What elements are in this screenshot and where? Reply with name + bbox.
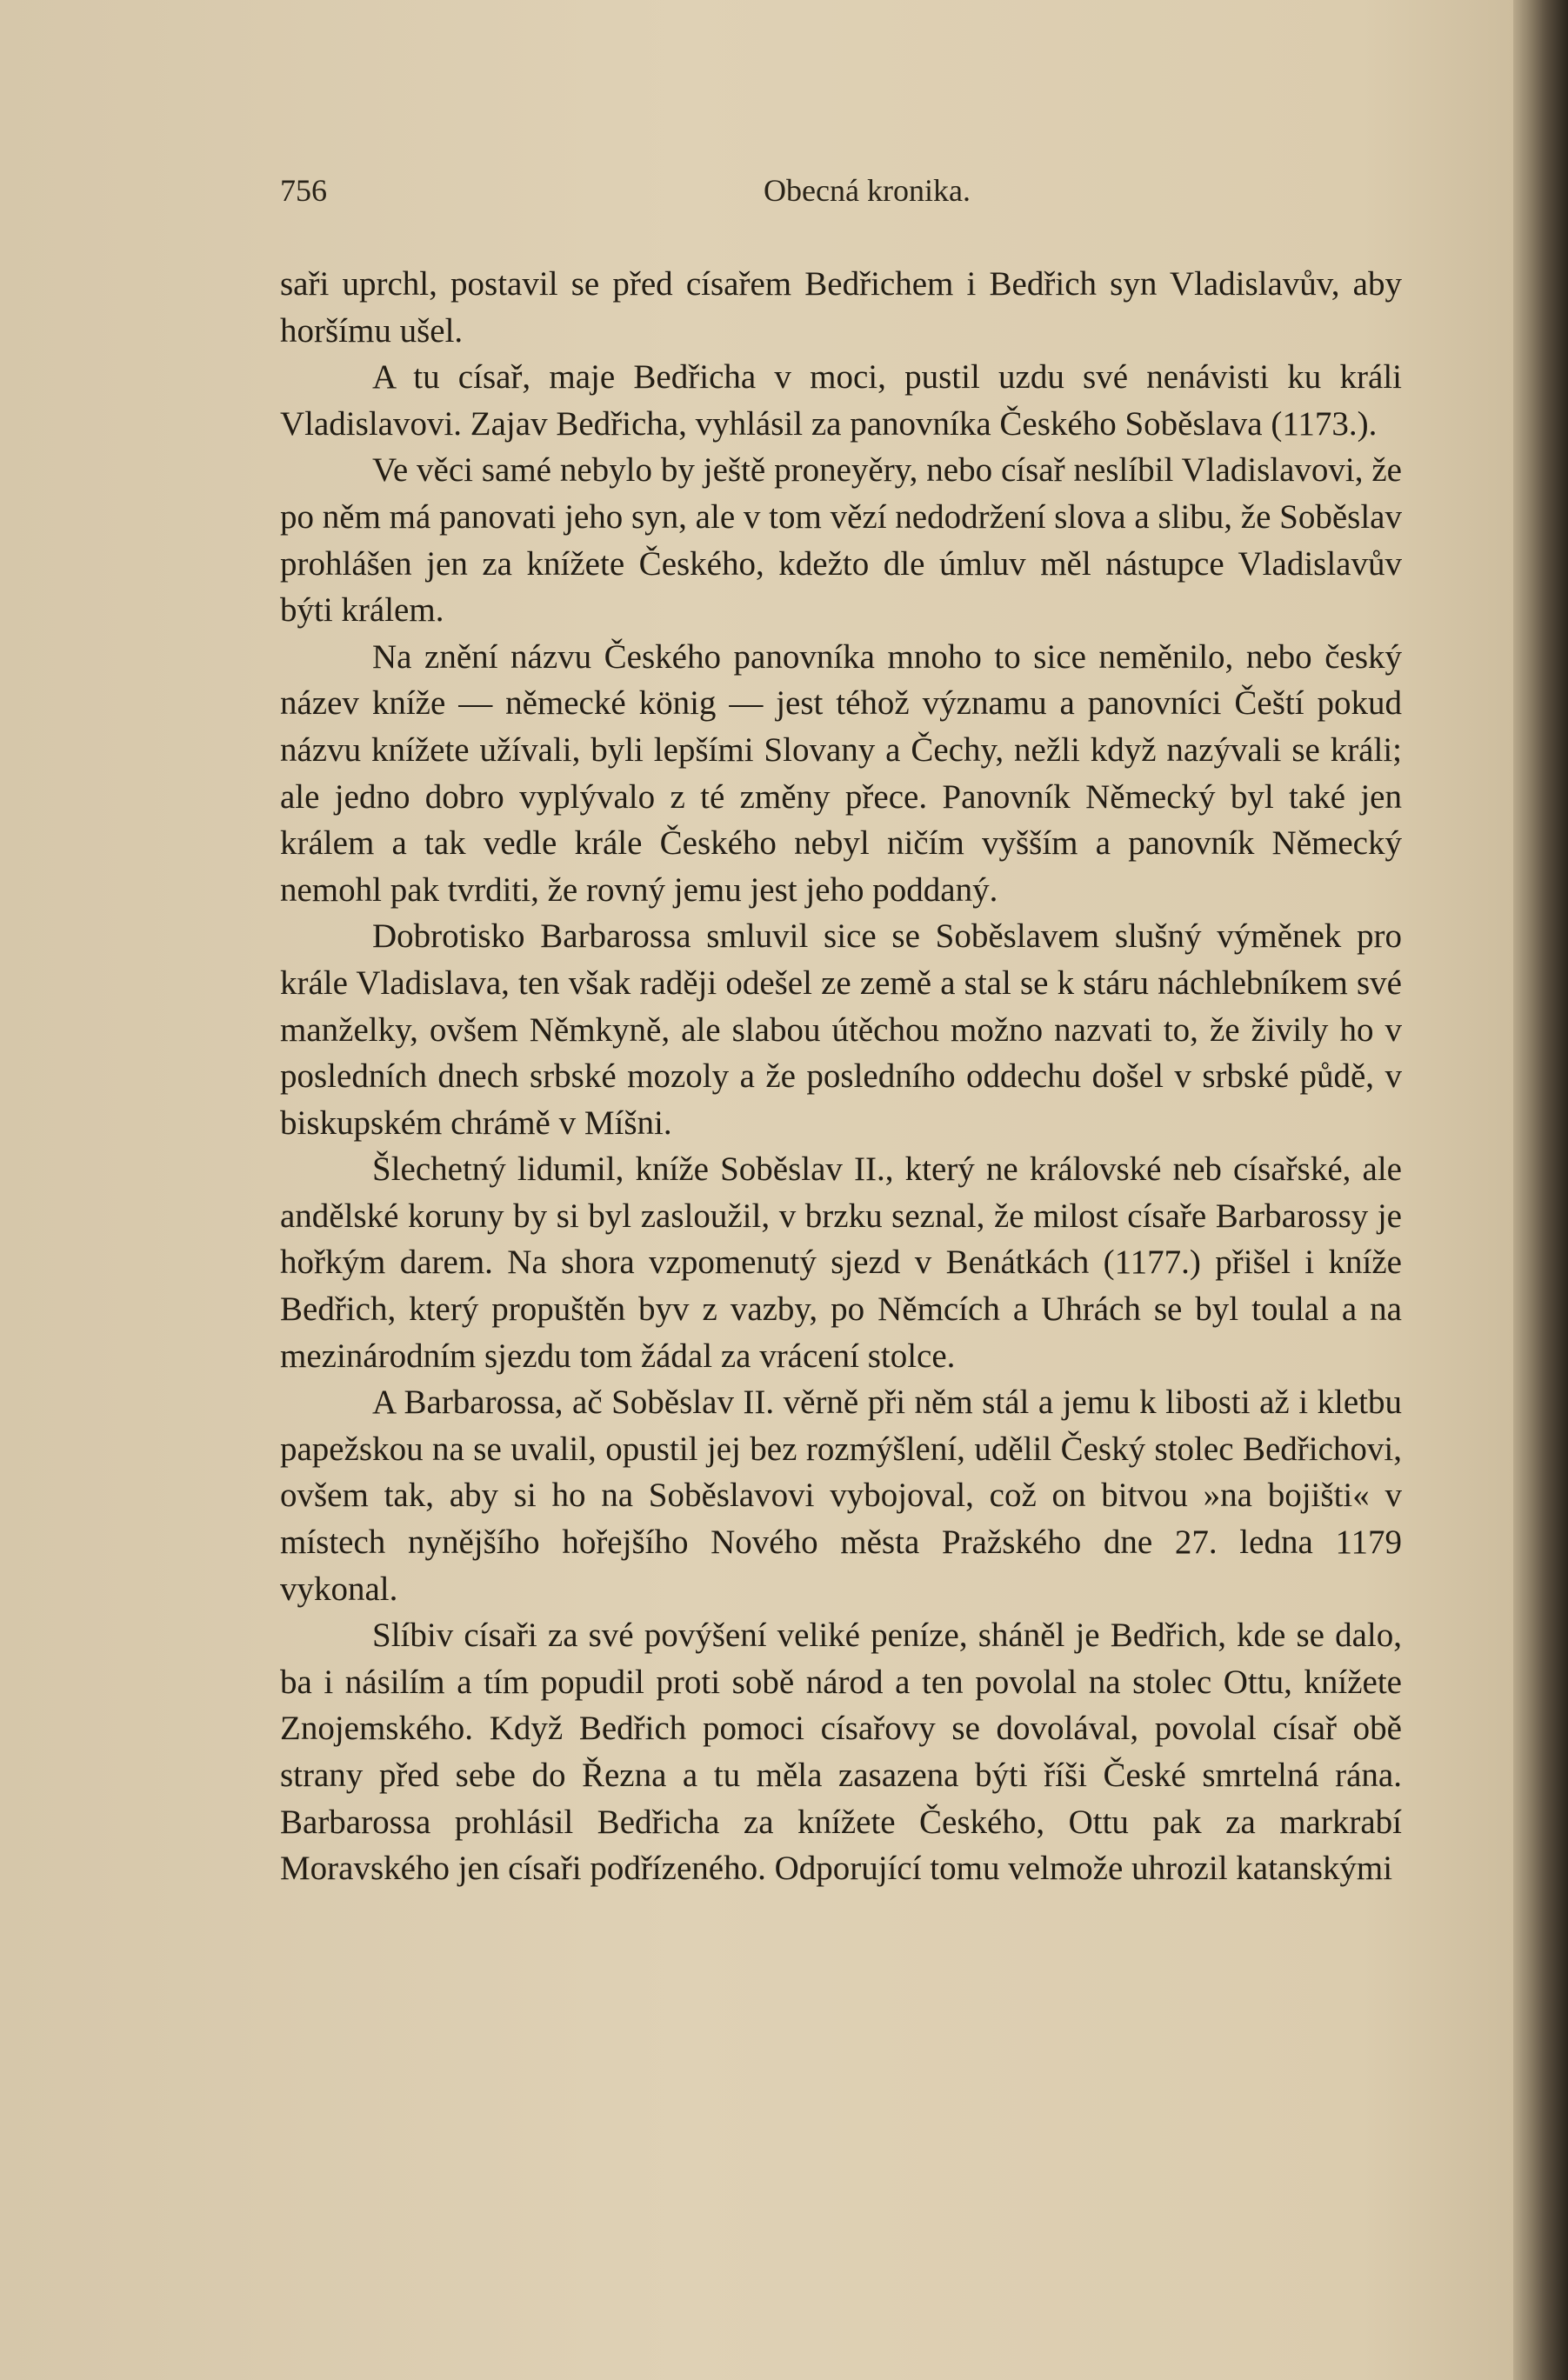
body-text <box>280 261 1402 1892</box>
paragraph: Slíbiv císaři za své povýšení veliké peníze, sháněl je Bedřich, kde se dalo, ba i násilím a tím popudil proti sobě národ a ten povolal na stolec Ottu, knížete Znojemského. Když Bedřich pomoci císařovy se dovolával, povolal císař obě strany před sebe do Řezna a tu měla zasazena býti říši České smrtelná rána. Barbarossa prohlásil Bedřicha za knížete Českého, Ottu pak za markrabí Moravského jen císaři podřízeného. Odporující tomu velmože uhrozil katanskými <box>280 1617 1402 1888</box>
paragraph: Šlechetný lidumil, kníže Soběslav II., který ne královské neb císařské, ale andělské koruny by si byl zasloužil, v brzku seznal, že milost císaře Barbarossy je hořkým darem. Na shora vzpomenutý sjezd v Benátkách (1177.) přišel i kníže Bedřich, který propuštěn byv z vazby, po Němcích a Uhrách se byl toulal a na mezinárodním sjezdu tom žádal za vrácení stolce. <box>280 1150 1402 1375</box>
page-number: 756 <box>280 173 327 208</box>
paragraph: A Barbarossa, ač Soběslav II. věrně při něm stál a jemu k libosti až i kletbu papežskou na se uvalil, opustil jej bez rozmýšlení, udělil Český stolec Bedřichovi, ovšem tak, aby si ho na Soběslavovi vybojoval, což on bitvou »na bojišti« v místech nynějšího hořejšího Nového města Pražského dne 27. ledna 1179 vykonal. <box>280 1383 1402 1608</box>
book-spine-shadow <box>1513 0 1568 2380</box>
paragraph: Ve věci samé nebylo by ještě proneyěry, nebo císař neslíbil Vladislavovi, že po něm má panovati jeho syn, ale v tom vězí nedodržení slova a slibu, že Soběslav prohlášen jen za knížete Českého, kdežto dle úmluv měl nástupce Vladislavův býti králem. <box>280 451 1402 630</box>
paragraph: A tu císař, maje Bedřicha v moci, pustil uzdu své nenávisti ku králi Vladislavovi. Zajav Bedřicha, vyhlásil za panovníka Českého Soběslava (1173.). <box>280 358 1402 443</box>
paragraph: saři uprchl, postavil se před císařem Bedřichem i Bedřich syn Vladislavův, aby horšímu ušel. <box>280 265 1402 350</box>
paragraph: Na znění názvu Českého panovníka mnoho to sice neměnilo, nebo český název kníže — německé könig — jest téhož významu a panovníci Čeští pokud názvu knížete užívali, byli lepšími Slovany a Čechy, nežli když nazývali se králi; ale jedno dobro vyplývalo z té změny přece. Panovník Německý byl také jen králem a tak vedle krále Českého nebyl ničím vyšším a panovník Německý nemohl pak tvrditi, že rovný jemu jest jeho poddaný. <box>280 637 1402 909</box>
running-title: Obecná kronika. <box>764 173 971 208</box>
page-header <box>280 172 1402 216</box>
paragraph: Dobrotisko Barbarossa smluvil sice se Soběslavem slušný výměnek pro krále Vladislava, ten však raději odešel ze země a stal se k stáru náchlebníkem své manželky, ovšem Němkyně, ale slabou útěchou možno nazvati to, že živily ho v posledních dnech srbské mozoly a že posledního oddechu došel v srbské půdě, v biskupském chrámě v Míšni. <box>280 917 1402 1142</box>
